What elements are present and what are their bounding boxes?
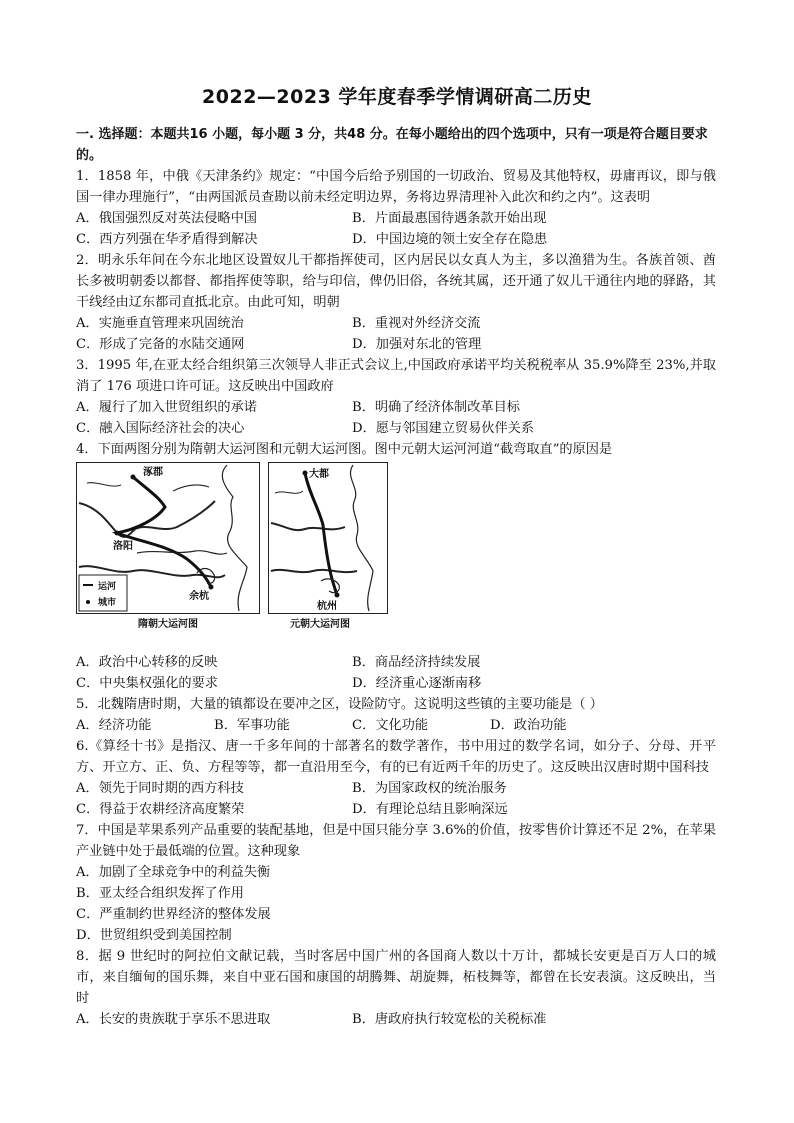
option-b: B．为国家政权的统治服务 xyxy=(352,781,507,796)
option-c: C．融入国际经济社会的决心 xyxy=(76,421,245,436)
option-b: B．明确了经济体制改革目标 xyxy=(352,400,520,415)
option-a: A．实施垂直管理来巩固统治 xyxy=(76,316,244,331)
option-c: C．形成了完备的水陆交通网 xyxy=(76,337,245,352)
question-5-options xyxy=(76,715,716,736)
page-title: 2022—2023 学年度春季学情调研高二历史 xyxy=(202,86,592,108)
city-label-dadu: 大都 xyxy=(309,469,329,480)
question-4-stem: 4．下面两图分别为隋朝大运河图和元朝大运河图。图中元朝大运河河道“截弯取直”的原因是 xyxy=(76,442,613,457)
exam-content xyxy=(76,124,716,1030)
question-6-stem: 6.《算经十书》是指汉、唐一千多年间的十部著名的数学著作，书中用过的数学名词，如分子、分母、开平方、开立方、正、负、方程等等，都一直沿用至今，有的已有近两千年的历史了。这反映出汉唐时期中国科技 xyxy=(76,739,716,775)
question-1-options xyxy=(76,208,716,250)
yuan-map-caption: 元朝大运河图 xyxy=(290,619,350,630)
city-marker xyxy=(131,475,136,480)
question-7-options xyxy=(76,862,716,946)
option-d: D．愿与邻国建立贸易伙伴关系 xyxy=(352,421,535,436)
option-d: D．加强对东北的管理 xyxy=(352,337,482,352)
question-4-options xyxy=(76,652,716,694)
sui-map-caption: 隋朝大运河图 xyxy=(138,619,198,630)
question-3-stem: 3．1995 年,在亚太经合组织第三次领导人非正式会议上,中国政府承诺平均关税税率从 35.9%降至 23%,并取消了 176 项进口许可证。这反映出中国政府 xyxy=(76,358,716,394)
option-d: D．经济重心逐渐南移 xyxy=(352,676,482,691)
question-1-stem: 1．1858 年，中俄《天津条约》规定：“中国今后给予别国的一切政治、贸易及其他特权，毋庸再议，即与俄国一律办理施行”，“由两国派员查勘以前未经定明边界，务将边界清理补入此次和约之内”。这表明 xyxy=(76,169,716,205)
yuan-canal-map xyxy=(268,462,388,614)
legend-city-swatch xyxy=(86,600,90,604)
option-a: A．俄国强烈反对英法侵略中国 xyxy=(76,211,257,226)
option-d: D．世贸组织受到美国控制 xyxy=(76,928,232,943)
option-b: B．商品经济持续发展 xyxy=(352,655,481,670)
city-marker xyxy=(303,471,308,476)
legend-city-label: 城市 xyxy=(98,598,117,608)
option-a: A．经济功能 xyxy=(76,718,152,733)
question-2-stem: 2．明永乐年间在今东北地区设置奴儿干都指挥使司，区内居民以女真人为主，多以渔猎为生。各族首领、酋长多被明朝委以都督、都指挥使等职，给与印信，俾仍旧俗，各统其属，还开通了奴儿干通往内地的驿路，其干线经由辽东都司直抵北京。由此可知，明朝 xyxy=(76,253,716,310)
city-marker xyxy=(335,593,340,598)
city-marker xyxy=(115,531,120,536)
option-b: B．重视对外经济交流 xyxy=(352,316,481,331)
city-marker xyxy=(209,585,214,590)
option-a: A．加剧了全球竞争中的利益失衡 xyxy=(76,865,271,880)
option-c: C．文化功能 xyxy=(352,718,429,733)
option-b: B．亚太经合组织发挥了作用 xyxy=(76,886,244,901)
question-2-options xyxy=(76,313,716,355)
option-a: A．政治中心转移的反映 xyxy=(76,655,218,670)
option-c: C．严重制约世界经济的整体发展 xyxy=(76,907,271,922)
legend-canal-label: 运河 xyxy=(98,582,117,592)
city-label-zhuojun: 涿郡 xyxy=(143,467,163,478)
question-6-options xyxy=(76,778,716,820)
sui-canal-map xyxy=(76,462,260,614)
option-c: C．中央集权强化的要求 xyxy=(76,676,218,691)
city-label-luoyang: 洛阳 xyxy=(113,541,133,552)
option-d: D．有理论总结且影响深远 xyxy=(352,802,508,817)
city-label-hangzhou: 杭州 xyxy=(317,601,337,612)
question-8-stem: 8．据 9 世纪时的阿拉伯文献记载，当时客居中国广州的各国商人数以十万计，都城长安更是百万人口的城市，来自缅甸的国乐舞，来自中亚石国和康国的胡腾舞、胡旋舞，柘枝舞等，都曾在长安表演。这反映出，当时 xyxy=(76,949,716,1006)
option-a: A．领先于同时期的西方科技 xyxy=(76,781,244,796)
option-c: C．西方列强在华矛盾得到解决 xyxy=(76,232,258,247)
option-c: C．得益于农耕经济高度繁荣 xyxy=(76,802,245,817)
section-heading: 一. 选择题：本题共16 小题，每小题 3 分，共48 分。在每小题给出的四个选项中，只有一项是符合题目要求的。 xyxy=(76,127,708,163)
question-3-options xyxy=(76,397,716,439)
option-d: D．中国边境的领土安全存在隐患 xyxy=(352,232,548,247)
option-b: B．片面最惠国待遇条款开始出现 xyxy=(352,211,547,226)
option-a: A．履行了加入世贸组织的承诺 xyxy=(76,400,257,415)
option-b: B．军事功能 xyxy=(214,718,290,733)
question-5-stem: 5．北魏隋唐时期，大量的镇都设在要冲之区，设险防守。这说明这些镇的主要功能是（ ） xyxy=(76,697,603,712)
question-7-stem: 7．中国是苹果系列产品重要的装配基地，但是中国只能分享 3.6%的价值，按零售价计算还不足 2%，在苹果产业链中处于最低端的位置。这种现象 xyxy=(76,823,716,859)
canal-maps xyxy=(76,462,716,652)
option-b: B．唐政府执行较宽松的关税标准 xyxy=(352,1012,547,1027)
question-8-options xyxy=(76,1009,716,1030)
city-label-yuhang: 余杭 xyxy=(189,591,209,602)
option-a: A．长安的贵族耽于享乐不思进取 xyxy=(76,1012,271,1027)
option-d: D．政治功能 xyxy=(490,718,567,733)
